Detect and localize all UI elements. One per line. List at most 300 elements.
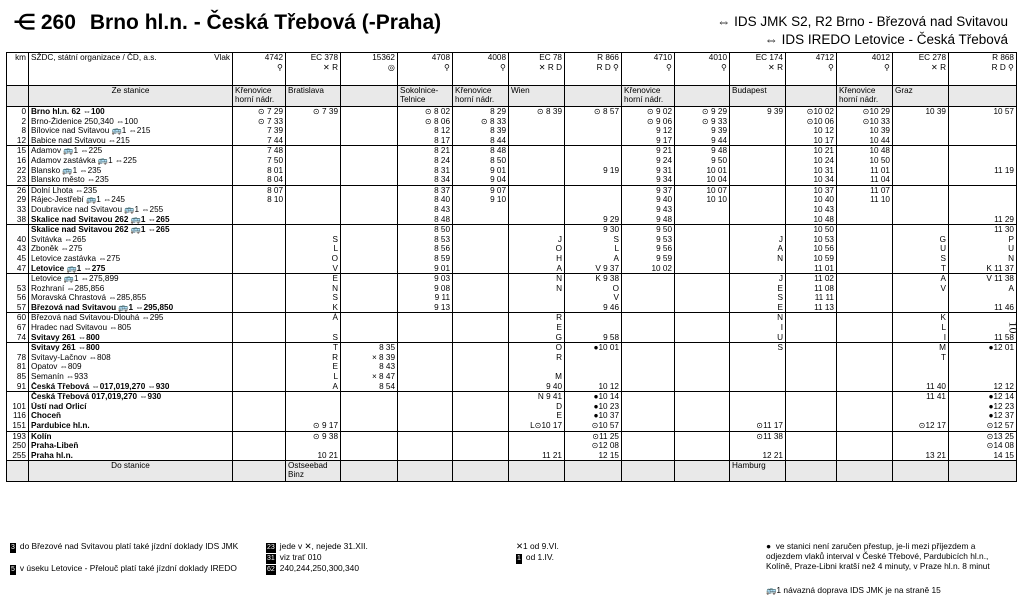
legend-note-3: 3 do Březové nad Svitavou platí také jízdní doklady IDS JMK <box>11 541 239 551</box>
departure-time <box>786 313 837 323</box>
departure-time: 7 50 <box>233 156 286 166</box>
departure-time: ⊙10 57 <box>565 421 622 431</box>
departure-time <box>341 441 398 451</box>
departure-time <box>453 293 509 303</box>
departure-time <box>341 185 398 195</box>
departure-time <box>453 244 509 254</box>
departure-time <box>730 264 786 274</box>
departure-time <box>398 323 453 333</box>
timetable-grid <box>6 52 1017 482</box>
departure-time: 8 50 <box>398 225 453 235</box>
km-value: 15 <box>7 146 29 156</box>
departure-time: L <box>893 323 949 333</box>
departure-time: S <box>286 235 341 245</box>
departure-time <box>730 372 786 382</box>
departure-time: T <box>893 353 949 363</box>
departure-time <box>398 451 453 461</box>
departure-time: L <box>286 372 341 382</box>
departure-time <box>730 215 786 225</box>
departure-time: 11 07 <box>837 185 893 195</box>
station-row <box>7 274 1017 284</box>
departure-time: I <box>893 333 949 343</box>
departure-time: ●10 23 <box>565 402 622 412</box>
departure-time: 8 43 <box>398 205 453 215</box>
departure-time <box>398 392 453 402</box>
departure-time: V 11 38 <box>949 274 1017 284</box>
departure-time: ⊙10 33 <box>837 117 893 127</box>
departure-time: N <box>949 254 1017 264</box>
departure-time: S <box>565 235 622 245</box>
departure-time: ⊙ 7 33 <box>233 117 286 127</box>
km-blank <box>7 63 29 86</box>
departure-time: 12 21 <box>730 451 786 461</box>
page-number: 10 <box>1006 321 1021 334</box>
departure-time <box>622 284 675 294</box>
departure-time: 10 56 <box>786 244 837 254</box>
departure-time: ⊙ 9 38 <box>286 431 341 441</box>
km-header: km <box>7 53 29 64</box>
departure-time: E <box>730 284 786 294</box>
departure-time: 9 17 <box>622 136 675 146</box>
station-row <box>7 353 1017 363</box>
departure-time <box>622 303 675 313</box>
station-name: Blansko 🚌1 ⇔235 <box>29 166 233 176</box>
departure-time <box>837 293 893 303</box>
departure-time: ⊙ 7 39 <box>286 107 341 117</box>
departure-time: 8 24 <box>398 156 453 166</box>
to-station <box>675 461 730 482</box>
to-label: Do stanice <box>29 461 233 482</box>
departure-time <box>786 431 837 441</box>
departure-time <box>730 136 786 146</box>
departure-time <box>509 431 565 441</box>
departure-time <box>675 215 730 225</box>
departure-time: 8 29 <box>453 107 509 117</box>
departure-time <box>233 313 286 323</box>
departure-time <box>341 166 398 176</box>
departure-time <box>675 333 730 343</box>
departure-time <box>453 411 509 421</box>
departure-time <box>893 411 949 421</box>
departure-time <box>949 353 1017 363</box>
departure-time: J <box>730 274 786 284</box>
departure-time: 11 11 <box>786 293 837 303</box>
departure-time <box>837 303 893 313</box>
departure-time: 9 56 <box>622 244 675 254</box>
departure-time <box>398 411 453 421</box>
km-value: 78 <box>7 353 29 363</box>
departure-time: R <box>509 313 565 323</box>
departure-time <box>341 303 398 313</box>
departure-time <box>453 264 509 274</box>
departure-time <box>675 205 730 215</box>
departure-time <box>286 225 341 235</box>
departure-time: R <box>286 353 341 363</box>
departure-time <box>786 323 837 333</box>
departure-time <box>837 421 893 431</box>
departure-time <box>509 146 565 156</box>
departure-time: ⊙10 02 <box>786 107 837 117</box>
km-value: 56 <box>7 293 29 303</box>
km-value: 43 <box>7 244 29 254</box>
station-row <box>7 284 1017 294</box>
legend-note-bus: 🚌1 návazná doprava IDS JMK je na straně 15 <box>766 585 941 595</box>
departure-time: 10 10 <box>675 195 730 205</box>
departure-time: ⊙ 9 17 <box>286 421 341 431</box>
departure-time: U <box>949 244 1017 254</box>
departure-time: 7 44 <box>233 136 286 146</box>
departure-time <box>622 421 675 431</box>
train-symbols: ⚲ <box>837 63 893 86</box>
from-label: Ze stanice <box>29 86 233 107</box>
departure-time: E <box>730 303 786 313</box>
departure-time <box>730 117 786 127</box>
departure-time: A <box>730 244 786 254</box>
departure-time <box>398 431 453 441</box>
departure-time: 11 01 <box>837 166 893 176</box>
departure-time: 9 50 <box>622 225 675 235</box>
departure-time <box>675 392 730 402</box>
departure-time: 8 17 <box>398 136 453 146</box>
departure-time <box>622 333 675 343</box>
departure-time <box>837 382 893 392</box>
station-row <box>7 107 1017 117</box>
departure-time: A <box>893 274 949 284</box>
departure-time: 11 41 <box>893 392 949 402</box>
departure-time: 10 39 <box>893 107 949 117</box>
departure-time <box>893 195 949 205</box>
departure-time: 9 01 <box>398 264 453 274</box>
departure-time <box>565 146 622 156</box>
departure-time: 9 43 <box>622 205 675 215</box>
departure-time <box>341 117 398 127</box>
from-station: Křenovice horní nádr. <box>622 86 675 107</box>
station-name: Hradec nad Svitavou ⇔805 <box>29 323 233 333</box>
departure-time <box>286 411 341 421</box>
departure-time <box>837 284 893 294</box>
departure-time <box>286 392 341 402</box>
departure-time <box>453 205 509 215</box>
train-symbols: ◎ <box>341 63 398 86</box>
departure-time <box>341 215 398 225</box>
departure-time <box>786 362 837 372</box>
departure-time <box>341 293 398 303</box>
legend <box>6 541 1016 599</box>
departure-time: 9 03 <box>398 274 453 284</box>
departure-time <box>730 156 786 166</box>
departure-time: ⊙ 8 57 <box>565 107 622 117</box>
departure-time: 8 07 <box>233 185 286 195</box>
departure-time: ⊙11 38 <box>730 431 786 441</box>
departure-time <box>233 372 286 382</box>
departure-time <box>837 431 893 441</box>
station-name: Brno-Židenice 250,340 ⇔100 <box>29 117 233 127</box>
departure-time <box>286 136 341 146</box>
km-value: 74 <box>7 333 29 343</box>
departure-time <box>286 215 341 225</box>
departure-time <box>233 362 286 372</box>
departure-time: ⊙12 17 <box>893 421 949 431</box>
departure-time: ⊙ 9 02 <box>622 107 675 117</box>
legend-note-62: 62 240,244,250,300,340 <box>267 563 359 573</box>
departure-time: 11 13 <box>786 303 837 313</box>
departure-time: 11 40 <box>893 382 949 392</box>
departure-time <box>949 117 1017 127</box>
departure-time <box>453 431 509 441</box>
train-symbols: R D ⚲ <box>949 63 1017 86</box>
departure-time <box>233 205 286 215</box>
departure-time <box>509 156 565 166</box>
departure-time: 9 39 <box>730 107 786 117</box>
departure-time: M <box>509 372 565 382</box>
departure-time <box>286 126 341 136</box>
departure-time <box>837 323 893 333</box>
departure-time <box>622 402 675 412</box>
departure-time: 11 30 <box>949 225 1017 235</box>
km-value: 29 <box>7 195 29 205</box>
station-row <box>7 117 1017 127</box>
train-number: 4712 <box>786 53 837 64</box>
departure-time <box>622 362 675 372</box>
departure-time: 8 54 <box>341 382 398 392</box>
departure-time <box>341 107 398 117</box>
departure-time <box>675 254 730 264</box>
station-name: Česká Třebová ⇔017,019,270 ⇔930 <box>29 382 233 392</box>
station-name: Březová nad Svitavou 🚌1 ⇔295,850 <box>29 303 233 313</box>
station-name: Brno hl.n. 62 ⇔100 <box>29 107 233 117</box>
train-number: R 866 <box>565 53 622 64</box>
departure-time <box>675 343 730 353</box>
departure-time <box>622 451 675 461</box>
km-value: 85 <box>7 372 29 382</box>
train-symbols: ✕ R <box>730 63 786 86</box>
departure-time <box>453 372 509 382</box>
departure-time: 11 21 <box>509 451 565 461</box>
departure-time: V <box>893 284 949 294</box>
departure-time: 9 10 <box>453 195 509 205</box>
departure-time: ⊙ 7 29 <box>233 107 286 117</box>
departure-time <box>453 323 509 333</box>
departure-time <box>730 205 786 215</box>
departure-time <box>675 362 730 372</box>
departure-time <box>453 421 509 431</box>
departure-time <box>509 205 565 215</box>
departure-time: N <box>286 284 341 294</box>
departure-time <box>233 244 286 254</box>
departure-time <box>453 392 509 402</box>
departure-time: 11 02 <box>786 274 837 284</box>
departure-time: Á <box>286 313 341 323</box>
departure-time <box>837 205 893 215</box>
departure-time <box>730 175 786 185</box>
departure-time: 10 39 <box>837 126 893 136</box>
departure-time: 9 59 <box>622 254 675 264</box>
departure-time <box>286 175 341 185</box>
departure-time: J <box>509 235 565 245</box>
station-row <box>7 136 1017 146</box>
km-value: 22 <box>7 166 29 176</box>
departure-time <box>675 284 730 294</box>
departure-time: 9 30 <box>565 225 622 235</box>
train-number: 4010 <box>675 53 730 64</box>
departure-time: A <box>949 284 1017 294</box>
departure-time: 11 19 <box>949 166 1017 176</box>
station-name: Praha-Libeň <box>29 441 233 451</box>
departure-time: 10 24 <box>786 156 837 166</box>
station-row <box>7 166 1017 176</box>
departure-time <box>453 313 509 323</box>
train-number: EC 174 <box>730 53 786 64</box>
ids-jmk-note: ⇔ IDS JMK S2, R2 Brno - Březová nad Svitavou <box>716 14 1008 29</box>
departure-time <box>341 392 398 402</box>
from-station: Křenovice horní nádr. <box>453 86 509 107</box>
km-value <box>7 343 29 353</box>
station-name: Svitavy-Lačnov ⇔808 <box>29 353 233 363</box>
from-station-row <box>7 86 1017 107</box>
departure-time <box>893 402 949 412</box>
departure-time: 11 01 <box>786 264 837 274</box>
departure-time: K 11 37 <box>949 264 1017 274</box>
station-name: Ústí nad Orlicí <box>29 402 233 412</box>
km-value <box>7 392 29 402</box>
departure-time <box>453 235 509 245</box>
departure-time <box>286 195 341 205</box>
departure-time <box>398 421 453 431</box>
departure-time: 11 04 <box>837 175 893 185</box>
departure-time <box>453 362 509 372</box>
departure-time <box>837 392 893 402</box>
departure-time: 14 15 <box>949 451 1017 461</box>
departure-time: 8 34 <box>398 175 453 185</box>
departure-time <box>675 225 730 235</box>
departure-time: O <box>565 284 622 294</box>
departure-time: 10 17 <box>786 136 837 146</box>
to-station <box>341 461 398 482</box>
km-value: 38 <box>7 215 29 225</box>
departure-time <box>233 441 286 451</box>
departure-time <box>453 225 509 235</box>
departure-time <box>837 313 893 323</box>
departure-time: U <box>893 244 949 254</box>
departure-time <box>341 244 398 254</box>
train-symbols: ⚲ <box>786 63 837 86</box>
departure-time: 11 46 <box>949 303 1017 313</box>
departure-time <box>786 372 837 382</box>
departure-time: 9 29 <box>565 215 622 225</box>
departure-time <box>949 362 1017 372</box>
departure-time: O <box>286 254 341 264</box>
departure-time: H <box>509 254 565 264</box>
departure-time <box>509 225 565 235</box>
station-row <box>7 195 1017 205</box>
departure-time <box>565 313 622 323</box>
train-number: 4708 <box>398 53 453 64</box>
km-value: 45 <box>7 254 29 264</box>
departure-time <box>622 313 675 323</box>
departure-time <box>837 402 893 412</box>
departure-time <box>622 353 675 363</box>
departure-time <box>893 156 949 166</box>
departure-time <box>565 175 622 185</box>
departure-time <box>622 382 675 392</box>
departure-time <box>453 333 509 343</box>
station-name: Březová nad Svitavou-Dlouhá ⇔295 <box>29 313 233 323</box>
departure-time: 9 40 <box>509 382 565 392</box>
from-station: Graz <box>893 86 949 107</box>
departure-time <box>949 195 1017 205</box>
to-station <box>786 461 837 482</box>
departure-time <box>837 244 893 254</box>
departure-time <box>730 441 786 451</box>
km-value: 40 <box>7 235 29 245</box>
departure-time <box>675 382 730 392</box>
departure-time <box>233 411 286 421</box>
route-name: Brno hl.n. - Česká Třebová (-Praha) <box>89 11 442 34</box>
departure-time <box>730 392 786 402</box>
from-station: Bratislava <box>286 86 341 107</box>
km-value: 255 <box>7 451 29 461</box>
station-name: Letovice 🚌1 ⇔275,899 <box>29 274 233 284</box>
station-name: Česká Třebová 017,019,270 ⇔930 <box>29 392 233 402</box>
departure-time <box>675 264 730 274</box>
departure-time: 9 48 <box>675 146 730 156</box>
departure-time: ●10 01 <box>565 343 622 353</box>
departure-time: 8 01 <box>233 166 286 176</box>
departure-time <box>675 431 730 441</box>
to-station: Hamburg <box>730 461 786 482</box>
departure-time <box>341 402 398 412</box>
departure-time <box>622 343 675 353</box>
station-name: Blansko město ⇔235 <box>29 175 233 185</box>
departure-time <box>341 431 398 441</box>
departure-time: 10 40 <box>786 195 837 205</box>
departure-time: K <box>893 313 949 323</box>
departure-time <box>286 402 341 412</box>
km-value: 57 <box>7 303 29 313</box>
departure-time <box>949 323 1017 333</box>
km-value: 33 <box>7 205 29 215</box>
station-row <box>7 215 1017 225</box>
departure-time <box>893 175 949 185</box>
departure-time: ⊙10 06 <box>786 117 837 127</box>
departure-time: ⊙12 57 <box>949 421 1017 431</box>
to-station <box>233 461 286 482</box>
departure-time <box>675 441 730 451</box>
departure-time <box>675 323 730 333</box>
departure-time: ●12 14 <box>949 392 1017 402</box>
departure-time: G <box>893 235 949 245</box>
departure-time: N <box>509 274 565 284</box>
departure-time <box>233 431 286 441</box>
departure-time <box>893 205 949 215</box>
departure-time: 8 21 <box>398 146 453 156</box>
station-row <box>7 156 1017 166</box>
km-value: 53 <box>7 284 29 294</box>
departure-time <box>949 126 1017 136</box>
departure-time: K 9 38 <box>565 274 622 284</box>
departure-time <box>565 126 622 136</box>
station-row <box>7 175 1017 185</box>
departure-time: E <box>286 274 341 284</box>
departure-time <box>786 392 837 402</box>
departure-time <box>893 225 949 235</box>
km-value: 91 <box>7 382 29 392</box>
departure-time: 9 31 <box>622 166 675 176</box>
departure-time <box>453 215 509 225</box>
departure-time: ⊙ 9 33 <box>675 117 730 127</box>
departure-time <box>893 362 949 372</box>
departure-time <box>233 303 286 313</box>
